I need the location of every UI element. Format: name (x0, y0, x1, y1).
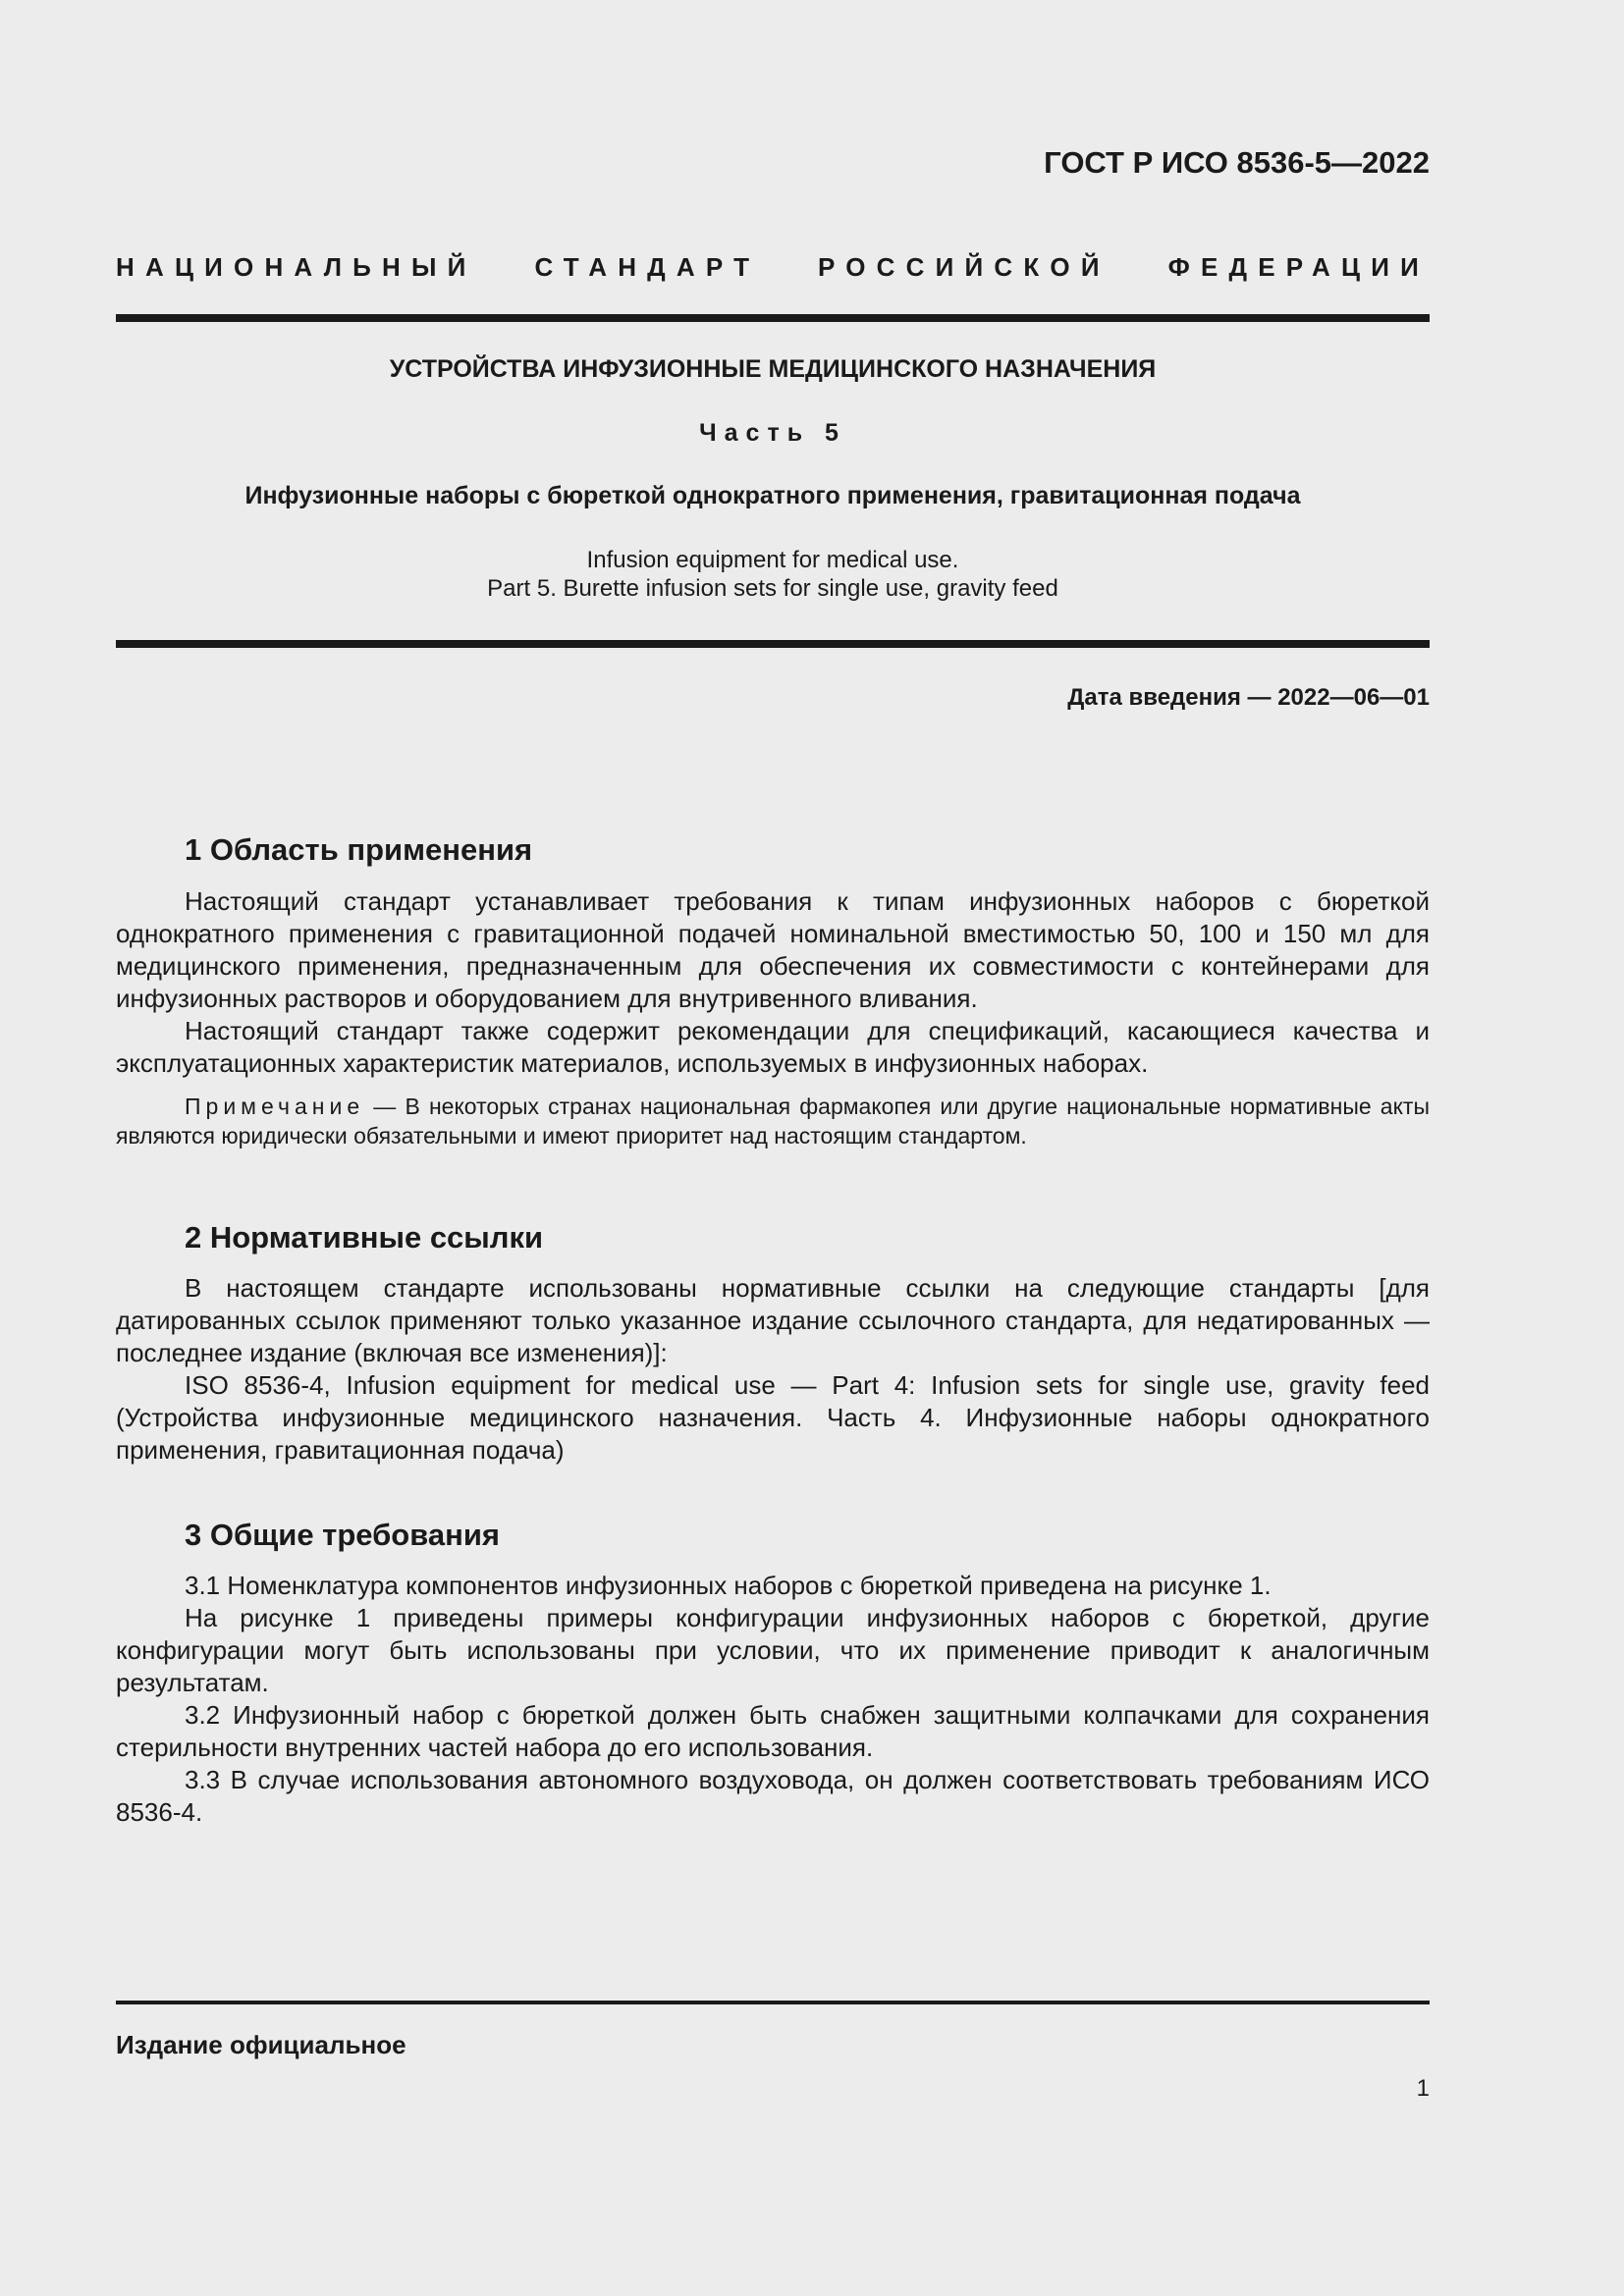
top-thick-divider (116, 314, 1430, 322)
paragraph: Настоящий стандарт устанавливает требования к типам инфузионных наборов с бюреткой однократного применения с гравитационной подачей номинальной вместимостью 50, 100 и 150 мл для медицинского применения, предназначенным для обеспечения их совместимости с контейнерами для инфузионных растворов и оборудованием для внутривенного вливания. (116, 886, 1430, 1013)
section-heading: 2 Нормативные ссылки (185, 1220, 544, 1255)
note-text: — В некоторых странах национальная фармакопея или другие национальные нормативные акты являются юридически обязательными и имеют приоритет над настоящим стандартом. (116, 1094, 1430, 1148)
section-heading: 3 Общие требования (185, 1518, 500, 1552)
paragraph: 3.3 В случае использования автономного воздуховода, он должен соответствовать требованиям ИСО 8536-4. (116, 1765, 1430, 1827)
document-title: УСТРОЙСТВА ИНФУЗИОННЫЕ МЕДИЦИНСКОГО НАЗНАЧЕНИЯ (389, 355, 1157, 383)
footer-divider (116, 2001, 1430, 2004)
page-number: 1 (1416, 2075, 1430, 2102)
paragraph: 3.1 Номенклатура компонентов инфузионных наборов с бюреткой приведена на рисунке 1. (185, 1571, 1272, 1600)
paragraph: В настоящем стандарте использованы нормативные ссылки на следующие стандарты [для датированных ссылок применяют только указанное издание ссылочного стандарта, для недатированных — последнее издание (включая все изменения)]: (116, 1273, 1430, 1367)
section-scope (116, 830, 1430, 1150)
document-code: ГОСТ Р ИСО 8536-5—2022 (1044, 145, 1430, 180)
official-edition-label: Издание официальное (116, 2030, 406, 2059)
paragraph: ISO 8536-4, Infusion equipment for medical use — Part 4: Infusion sets for single use, gravity feed (Устройства инфузионные медицинского назначения. Часть 4. Инфузионные наборы однократного применения, гравитационная подача) (116, 1370, 1430, 1465)
part-label: Часть 5 (699, 419, 846, 447)
english-title-line-1: Infusion equipment for medical use. (586, 547, 959, 573)
note (116, 1092, 1430, 1150)
document-subtitle: Инфузионные наборы с бюреткой однократного применения, гравитационная подача (244, 482, 1301, 509)
national-standard-banner: НАЦИОНАЛЬНЫЙ СТАНДАРТ РОССИЙСКОЙ ФЕДЕРАЦИИ (116, 252, 1430, 282)
introduction-date: Дата введения — 2022—06—01 (1067, 684, 1430, 711)
paragraph: Настоящий стандарт также содержит рекомендации для спецификаций, касающиеся качества и эксплуатационных характеристик материалов, используемых в инфузионных наборах. (116, 1016, 1430, 1078)
section-general-requirements (116, 1516, 1430, 1829)
section-normative-references (116, 1218, 1430, 1467)
section-heading: 1 Область применения (185, 832, 533, 867)
title-bottom-divider (116, 640, 1430, 648)
english-title (116, 546, 1430, 603)
paragraph: 3.2 Инфузионный набор с бюреткой должен быть снабжен защитными колпачками для сохранения стерильности внутренних частей набора до его использования. (116, 1700, 1430, 1762)
english-title-line-2: Part 5. Burette infusion sets for single use, gravity feed (487, 575, 1058, 602)
paragraph: На рисунке 1 приведены примеры конфигурации инфузионных наборов с бюреткой, другие конфигурации могут быть использованы при условии, что их применение приводит к аналогичным результатам. (116, 1603, 1430, 1697)
note-label: Примечание (185, 1094, 365, 1119)
